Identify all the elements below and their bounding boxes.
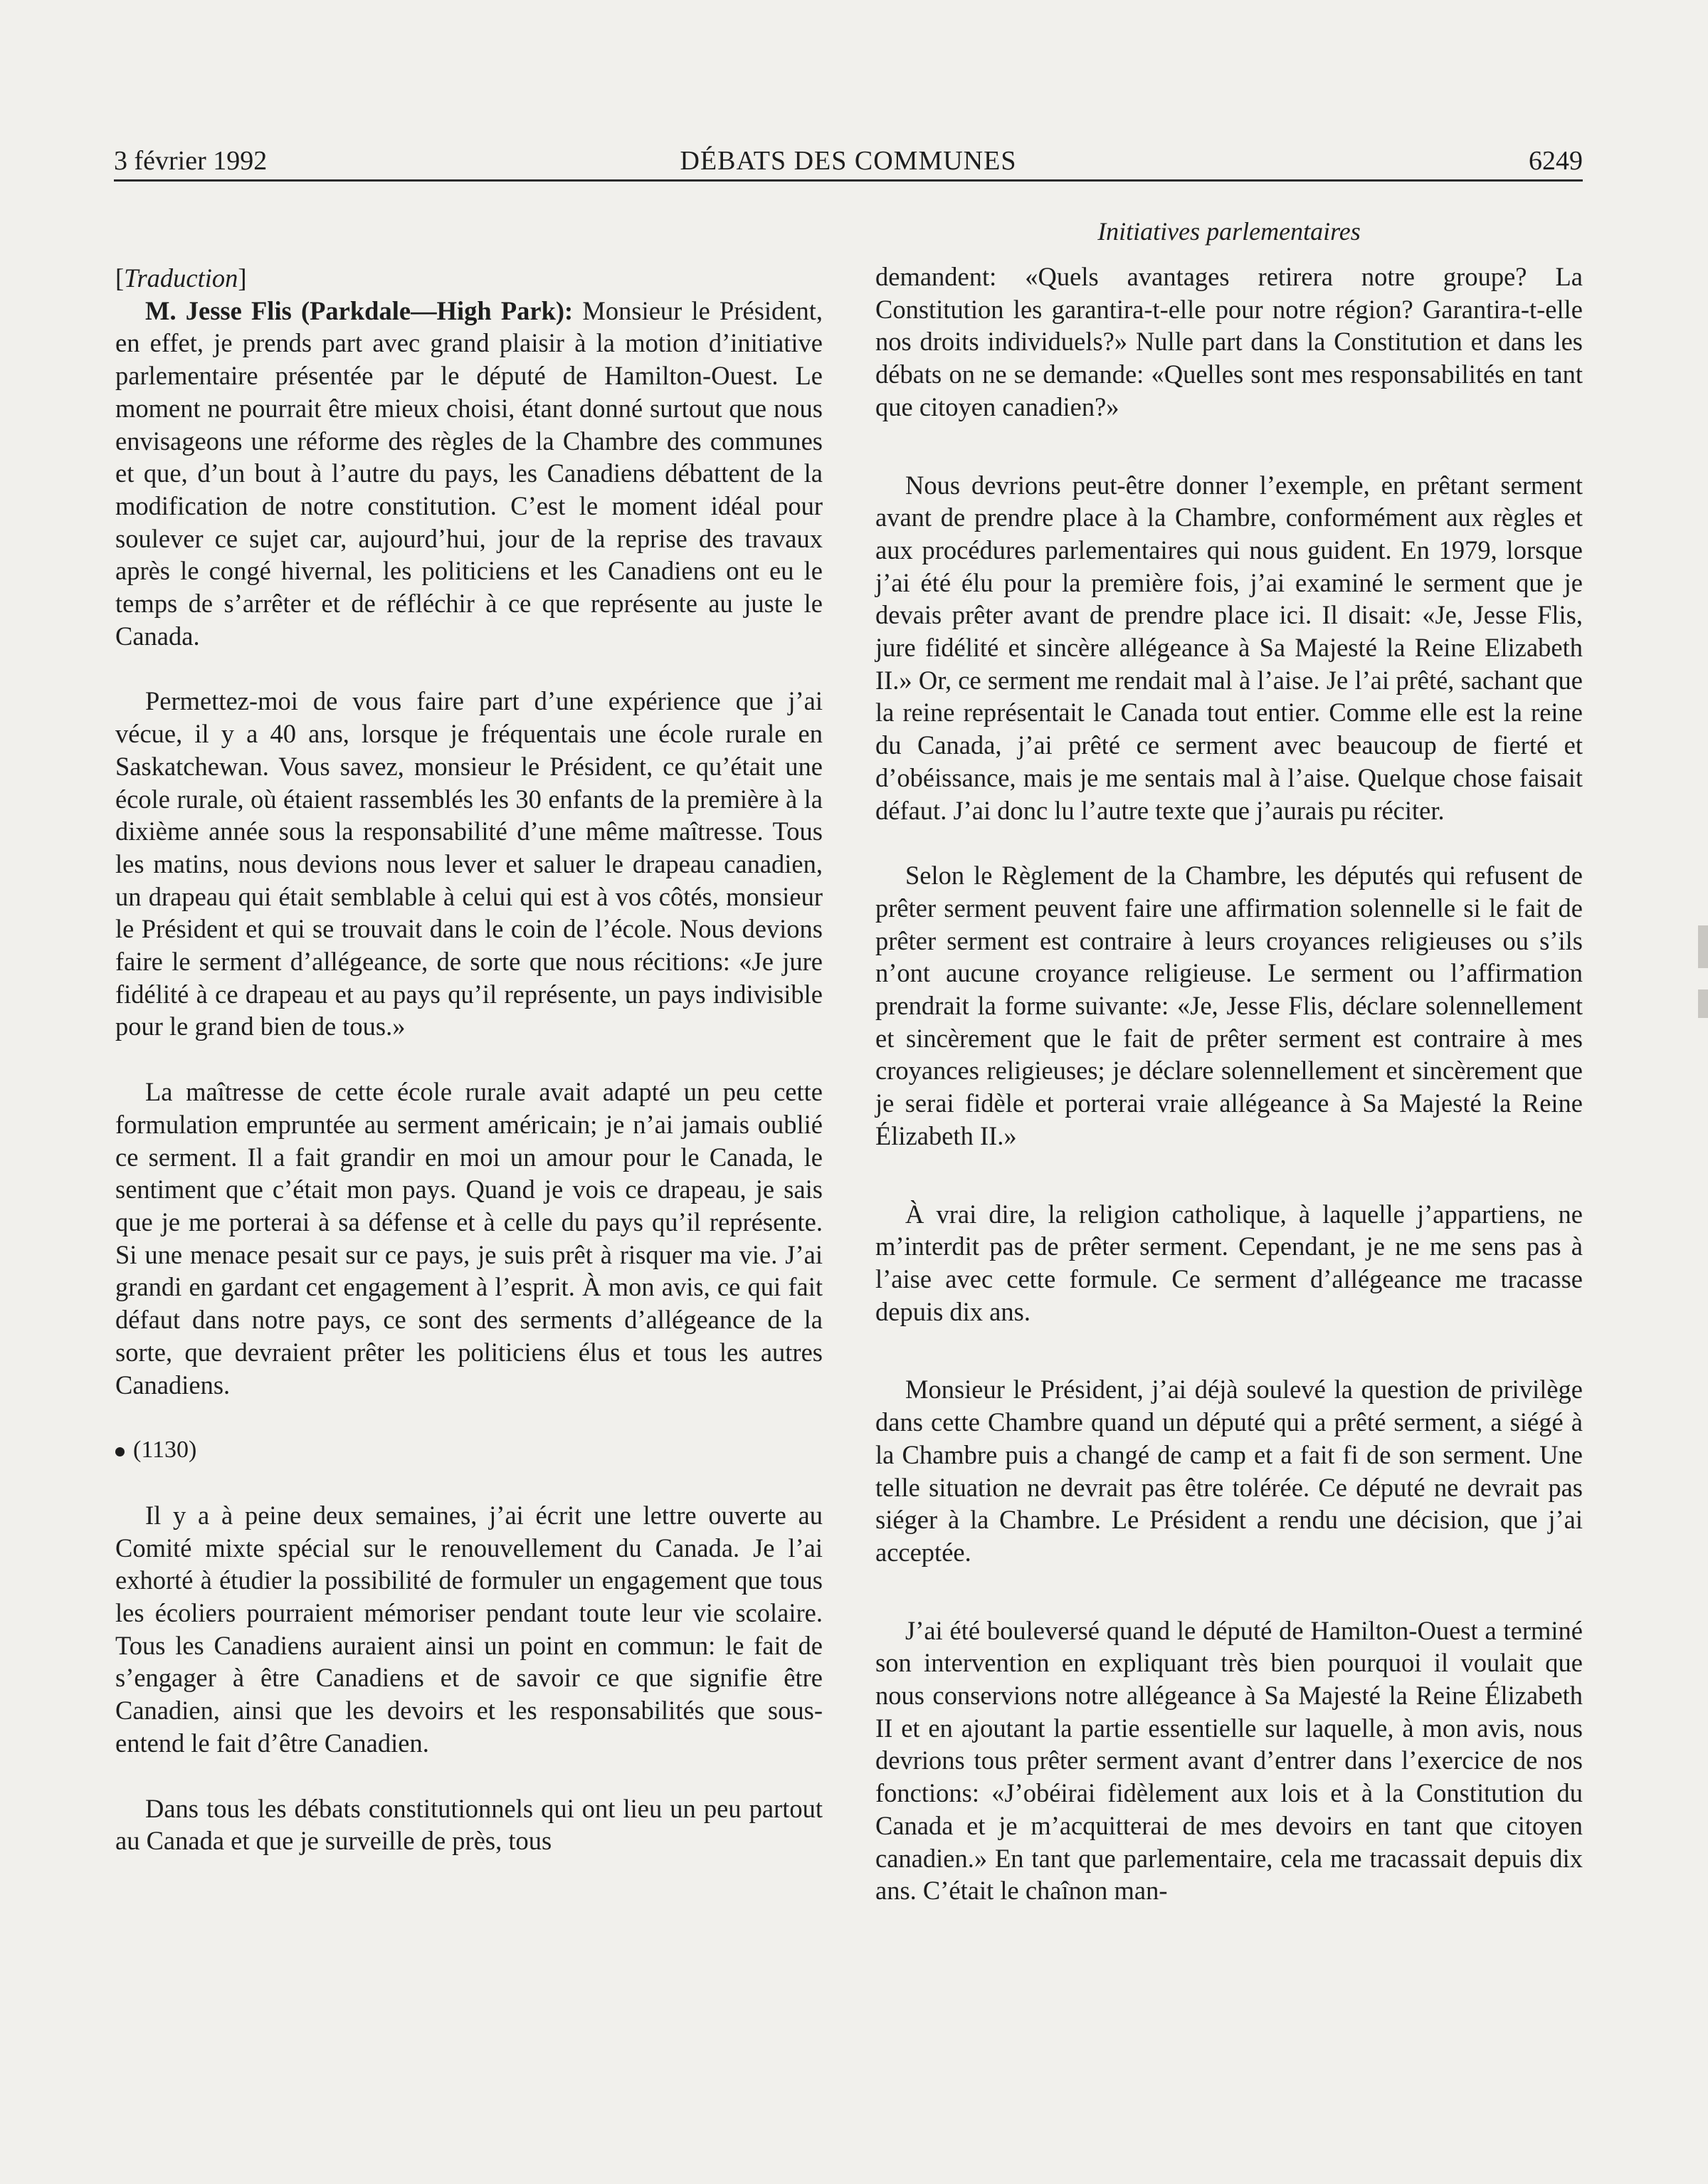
header-date: 3 février 1992: [114, 146, 268, 176]
header-page-number: 6249: [1529, 146, 1583, 176]
scan-edge-mark: [1698, 989, 1708, 1018]
section-heading: Initiatives parlementaires: [1097, 217, 1361, 246]
paragraph: Permettez-moi de vous faire part d’une expérience que j’ai vécue, il y a 40 ans, lorsque je fréquentais une école rurale en Saskatchewan. Vous savez, monsieur le Président, ce qu’était une école rurale, où étaient rassemblés les 30 enfants de la première à la dixième année sous la responsabilité d’une même maîtresse. Tous les matins, nous devions nous lever et saluer le drapeau canadien, un drapeau qui était semblable à celui qui est à vos côtés, monsieur le Président et qui se trouvait dans le coin de l’école. Nous devions faire le serment d’allégeance, de sorte que nous récitions: «Je jure fidélité à ce drapeau et au pays qu’il représente, un pays indivisible pour le grand bien de tous.»: [115, 686, 823, 1041]
timestamp-text: (1130): [133, 1437, 197, 1464]
paragraph: demandent: «Quels avantages retirera notre groupe? La Constitution les garantira-t-elle pour notre région? Garantira-t-elle nos droits individuels?» Nulle part dans la Constitution et dans les débats on ne se demande: «Quelles sont mes responsabilités en tant que citoyen canadien?»: [875, 262, 1583, 421]
paragraph: Dans tous les débats constitutionnels qui ont lieu un peu partout au Canada et que je surveille de près, tous: [115, 1793, 823, 1856]
paragraph: À vrai dire, la religion catholique, à laquelle j’appartiens, ne m’interdit pas de prêter serment. Cependant, je ne me sens pas à l’aise avec cette formule. Ce serment d’allégeance me tracasse depuis dix ans.: [875, 1199, 1583, 1326]
page-header: [114, 141, 1583, 181]
speaker-name: M. Jesse Flis (Parkdale—High Park):: [145, 295, 574, 325]
right-column: [875, 261, 1583, 1907]
paragraph: Selon le Règlement de la Chambre, les députés qui refusent de prêter serment peuvent faire une affirmation solennelle si le fait de prêter serment est contraire à leurs croyances religieuses ou s’ils n’ont aucune croyance religieuse. Le serment ou l’affirmation prendrait la forme suivante: «Je, Jesse Flis, déclare solennellement et sincèrement que le fait de prêter serment est contraire à mes croyances religieuses; je déclare solennellement et sincèrement que je serai fidèle et porterai vraie allégeance à Sa Majesté la Reine Élizabeth II.»: [875, 861, 1583, 1150]
scan-edge-mark: [1698, 925, 1708, 968]
paragraph-text: Monsieur le Président, en effet, je prends part avec grand plaisir à la motion d’initiative parlementaire présentée par le député de Hamilton-Ouest. Le moment ne pourrait être mieux choisi, étant donné surtout que nous envisageons une réforme des règles de la Chambre des communes et que, d’un bout à l’autre du pays, les Canadiens débattent de la modification de notre constitution. C’est le moment idéal pour soulever ce sujet car, aujourd’hui, jour de la reprise des travaux après le congé hivernal, les politiciens et les Canadiens ont eu le temps de s’arrêter et de réfléchir à ce que représente au juste le Canada.: [115, 295, 823, 651]
translation-label-text: Traduction: [124, 263, 238, 293]
paragraph: La maîtresse de cette école rurale avait adapté un peu cette formulation empruntée au serment américain; je n’ai jamais oublié ce serment. Il a fait grandir en moi un amour pour le Canada, le sentiment que c’était mon pays. Quand je vois ce drapeau, je sais que je me porterai à sa défense et à celle du pays qu’il représente. Si une menace pesait sur ce pays, je suis prêt à risquer ma vie. J’ai grandi en gardant cet engagement à l’esprit. À mon avis, ce qui fait défaut dans notre pays, ce sont des serments d’allégeance de la sorte, que devraient prêter les politiciens élus et tous les autres Canadiens.: [115, 1077, 823, 1400]
left-column: [115, 262, 823, 1857]
paragraph: [115, 295, 823, 653]
paragraph: Monsieur le Président, j’ai déjà soulevé la question de privilège dans cette Chambre quand un député qui a prêté serment, a siégé à la Chambre puis a changé de camp et a fait fi de son serment. Une telle situation ne devrait pas être tolérée. Ce député ne devrait pas siéger à la Chambre. Le Président a rendu une décision, que j’ai acceptée.: [875, 1375, 1583, 1567]
timestamp: [115, 1434, 823, 1466]
translation-label: [Traduction]: [115, 263, 247, 293]
paragraph: Nous devrions peut-être donner l’exemple, en prêtant serment avant de prendre place à la Chambre, conformément aux règles et aux procédures parlementaires qui nous guident. En 1979, lorsque j’ai été élu pour la première fois, j’ai examiné le serment que je devais prêter avant de prendre place ici. Il disait: «Je, Jesse Flis, jure fidélité et sincère allégeance à Sa Majesté la Reine Elizabeth II.» Or, ce serment me rendait mal à l’aise. Je l’ai prêté, sachant que la reine représentait le Canada tout entier. Comme elle est la reine du Canada, j’ai prêté ce serment avec beaucoup de fierté et d’obéissance, mais je me sentais mal à l’aise. Quelque chose faisait défaut. J’ai donc lu l’autre texte que j’aurais pu réciter.: [875, 470, 1583, 825]
header-title: DÉBATS DES COMMUNES: [680, 146, 1017, 176]
header-rule: [114, 179, 1583, 182]
bullet-icon: [115, 1447, 125, 1456]
paragraph: Il y a à peine deux semaines, j’ai écrit une lettre ouverte au Comité mixte spécial sur le renouvellement du Canada. Je l’ai exhorté à étudier la possibilité de formuler un engagement que tous les écoliers pourraient mémoriser pendant toute leur vie scolaire. Tous les Canadiens auraient ainsi un point en commun: le fait de s’engager à être Canadiens et de savoir ce que signifie être Canadien, ainsi que les devoirs et les responsabilités que sous-entend le fait d’être Canadien.: [115, 1500, 823, 1758]
paragraph: J’ai été bouleversé quand le député de Hamilton-Ouest a terminé son intervention en expliquant très bien pourquoi il voulait que nous conservions notre allégeance à Sa Majesté la Reine Élizabeth II et en ajoutant la partie essentielle sur laquelle, à mon avis, nous devrions tous prêter serment avant d’entrer dans l’exercice de nos fonctions: «J’obéirai fidèlement aux lois et à la Constitution du Canada et je m’acquitterai de mes devoirs en tant que citoyen canadien.» En tant que parlementaire, cela me tracassait depuis dix ans. C’était le chaînon man-: [875, 1615, 1583, 1906]
